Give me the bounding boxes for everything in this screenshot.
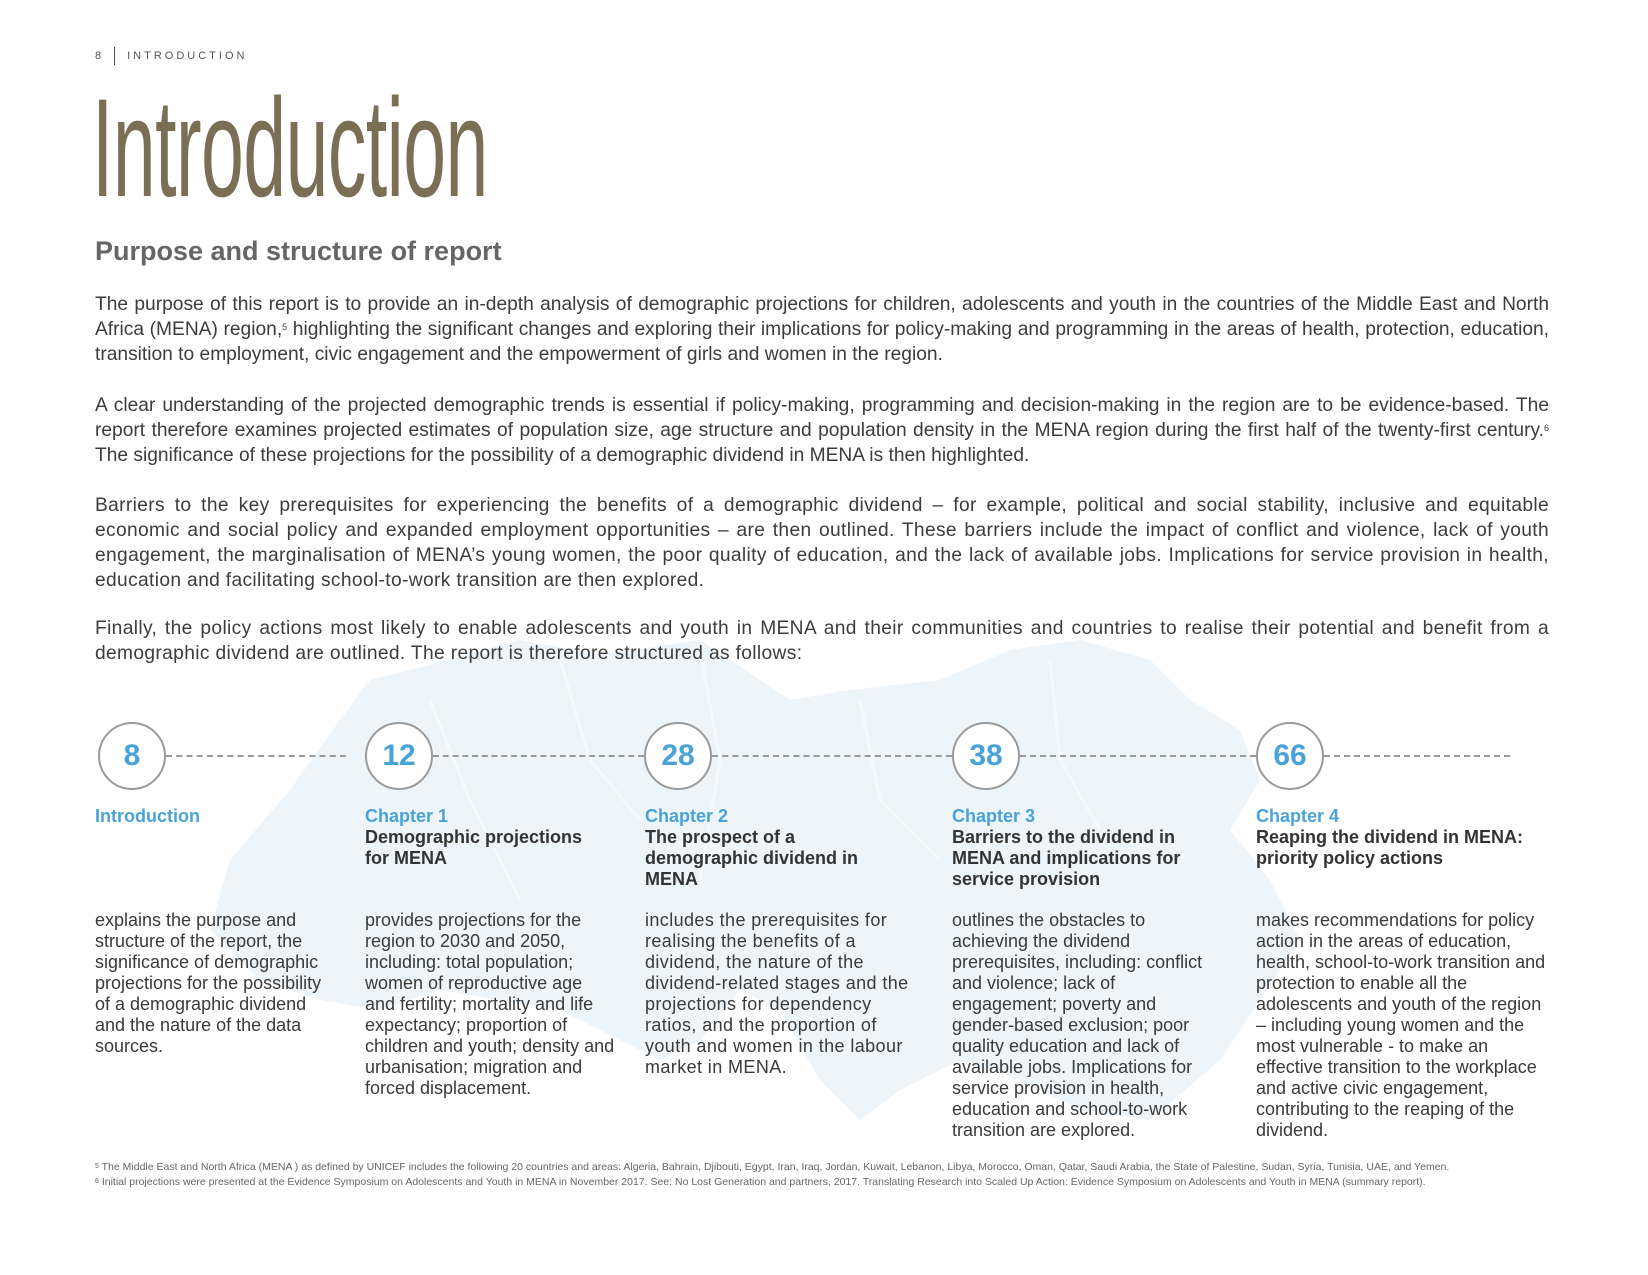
timeline-dash: [433, 755, 644, 757]
page-marker-chapter-3[interactable]: 38: [952, 722, 1020, 790]
paragraph-barriers: Barriers to the key prerequisites for experiencing the benefits of a demographic dividend – for example, political and social stability, inclusive and equitable economic and social policy and expanded employment opportunities – are then outlined. These barriers include the impact of conflict and violence, lack of youth engagement, the marginalisation of MENA’s young women, the poor quality of education, and the lack of available jobs. Implications for service provision in health, education and facilitating school-to-work transition are then explored.: [95, 495, 1549, 591]
chapter-description: includes the prerequisites for realising the benefits of a dividend, the nature of the dividend-related stages and the projections for dependency ratios, and the proportion of youth and women in the labour market in MENA.: [645, 910, 909, 1077]
footnotes: [95, 1160, 1449, 1190]
chapter-description: outlines the obstacles to achieving the dividend prerequisites, including: conflict and violence; lack of engagement; poverty and gender-based exclusion; poor quality education and lack of available jobs. Implications for service provision in health, education and school-to-work transition are explored.: [952, 910, 1203, 1140]
chapter-title: The prospect of a demographic dividend in MENA: [645, 827, 859, 889]
page-marker-chapter-2[interactable]: 28: [644, 722, 712, 790]
footnote-6: [95, 1175, 1449, 1190]
paragraph-trends: [95, 393, 1549, 468]
footnote-mark: 6: [95, 1178, 99, 1185]
page-title: Introduction: [92, 69, 488, 226]
chapter-label[interactable]: Chapter 3: [952, 806, 1036, 826]
chapter-column-3: [952, 806, 1222, 1140]
page-marker-chapter-4[interactable]: 66: [1256, 722, 1324, 790]
page-number: 8: [95, 50, 105, 62]
paragraph-text: The purpose of this report is to provide an in-depth analysis of demographic projections for children, adolescents and youth in the countries of the Middle East and North Africa (MENA) region,: [95, 294, 1549, 340]
section-name: INTRODUCTION: [127, 50, 248, 62]
chapter-column-introduction: [95, 806, 335, 1056]
chapter-description: provides projections for the region to 2030 and 2050, including: total population; women of reproductive age and fertility; mortality and life expectancy; proportion of children and youth; density and urbanisation; migration and forced displacement.: [365, 910, 615, 1098]
timeline-dash: [1324, 755, 1510, 757]
paragraph-purpose: [95, 292, 1549, 367]
running-head: [95, 47, 247, 65]
paragraph-text: A clear understanding of the projected demographic trends is essential if policy-making, programming and decision-making in the region are to be evidence-based. The report therefore examines projected estimates of population size, age structure and population density in the MENA region during the first half of the twenty-first century.: [95, 395, 1549, 441]
section-heading: Purpose and structure of report: [95, 236, 502, 266]
footnote-ref-6[interactable]: 6: [1543, 423, 1549, 433]
chapter-label[interactable]: Chapter 2: [645, 806, 729, 826]
chapter-label[interactable]: Chapter 1: [365, 806, 449, 826]
running-head-divider: [114, 47, 115, 65]
chapter-title: Barriers to the dividend in MENA and implications for service provision: [952, 827, 1181, 889]
chapter-description: makes recommendations for policy action in the areas of education, health, school-to-work transition and protection to enable all the adolescents and youth of the region – including young women and the most vulnerable - to make an effective transition to the workplace and active civic engagement, contributing to the reaping of the dividend.: [1256, 910, 1546, 1140]
chapter-timeline: [0, 722, 1648, 792]
chapter-title: Demographic projections for MENA: [365, 827, 583, 868]
chapter-column-4: [1256, 806, 1556, 1140]
footnote-5: [95, 1160, 1449, 1175]
page-marker-introduction[interactable]: 8: [98, 722, 166, 790]
page-marker-chapter-1[interactable]: 12: [365, 722, 433, 790]
chapter-title: Reaping the dividend in MENA: priority policy actions: [1256, 827, 1524, 868]
chapter-label[interactable]: Chapter 4: [1256, 806, 1340, 826]
footnote-text: The Middle East and North Africa (MENA ) as defined by UNICEF includes the following 20 countries and areas: Algeria, Bahrain, Djibouti, Egypt, Iran, Iraq, Jordan, Kuwait, Lebanon, Libya, Morocco, Oman, Qatar, Saudi Arabia, the State of Palestine, Sudan, Syria, Tunisia, UAE, and Yemen.: [98, 1161, 1450, 1173]
chapter-column-2: [645, 806, 925, 1077]
chapter-column-1: [365, 806, 625, 1098]
chapter-description: explains the purpose and structure of the report, the significance of demographic projections for the possibility of a demographic dividend and the nature of the data sources.: [95, 910, 322, 1056]
timeline-dash: [712, 755, 952, 757]
paragraph-policy-actions: Finally, the policy actions most likely to enable adolescents and youth in MENA and their communities and countries to realise their potential and benefit from a demographic dividend are outlined. The report is therefore structured as follows:: [95, 618, 1549, 664]
timeline-dash: [166, 755, 346, 757]
chapter-label[interactable]: Introduction: [95, 806, 200, 826]
paragraph-text: highlighting the significant changes and exploring their implications for policy-making and programming in the areas of health, protection, education, transition to employment, civic engagement and the empowerment of girls and women in the region.: [95, 319, 1550, 365]
footnote-text: Initial projections were presented at the Evidence Symposium on Adolescents and Youth in MENA in November 2017. See: No Lost Generation and partners, 2017. Translating Research into Scaled Up Action: Evidence Symposium on Adolescents and Youth in MENA (summary report).: [98, 1176, 1426, 1188]
footnote-mark: 5: [95, 1163, 99, 1170]
paragraph-text: The significance of these projections for the possibility of a demographic dividend in MENA is then highlighted.: [95, 445, 1030, 466]
timeline-dash: [1020, 755, 1256, 757]
footnote-ref-5[interactable]: 5: [282, 322, 288, 332]
